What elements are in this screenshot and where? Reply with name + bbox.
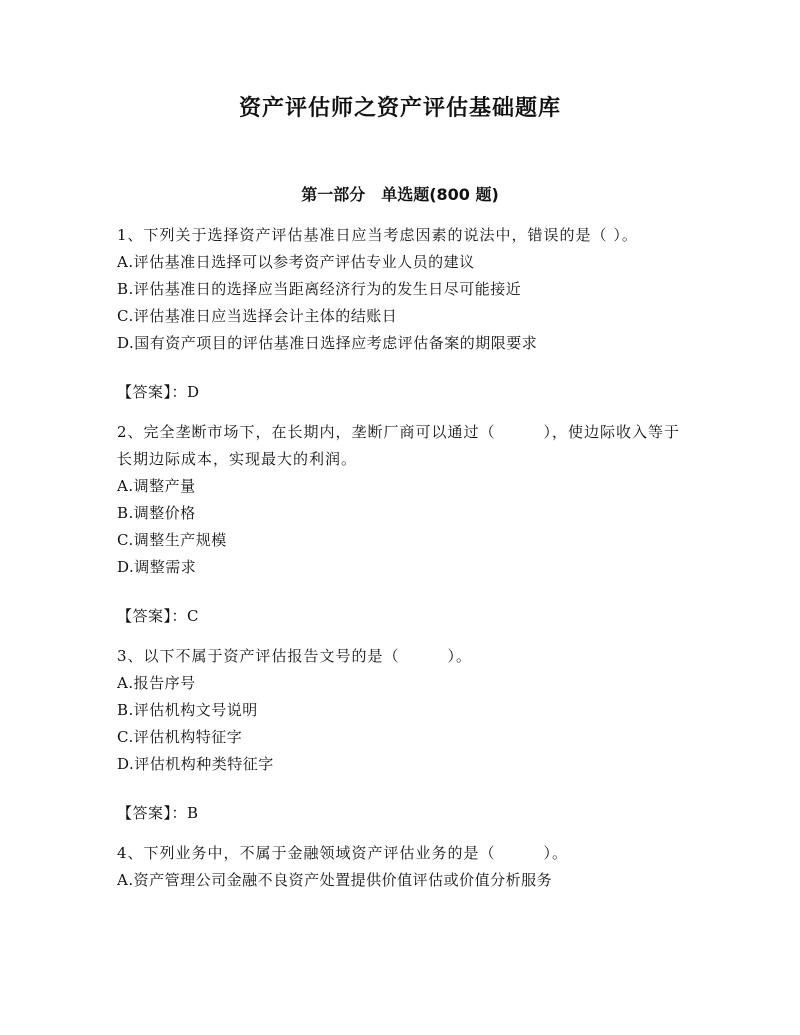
question-stem: 2、完全垄断市场下，在长期内，垄断厂商可以通过（ ），使边际收入等于长期边际成本，实现最大的利润。 (117, 423, 681, 468)
question-4 (117, 840, 687, 894)
option-d: D.调整需求 (117, 558, 197, 576)
question-3 (117, 643, 687, 827)
option-c: C.调整生产规模 (117, 531, 227, 549)
answer-label: 【答案】：C (117, 607, 199, 625)
question-stem: 4、下列业务中，不属于金融领域资产评估业务的是（ ）。 (117, 844, 569, 862)
answer-label: 【答案】：D (117, 383, 200, 401)
option-a: A.调整产量 (117, 477, 196, 495)
document-title: 资产评估师之资产评估基础题库 (238, 96, 561, 121)
question-list (117, 222, 687, 894)
option-d: D.评估机构种类特征字 (117, 755, 274, 773)
question-1 (117, 222, 687, 406)
option-b: B.评估基准日的选择应当距离经济行为的发生日尽可能接近 (117, 280, 522, 298)
section-title: 第一部分 单选题(800 题) (301, 185, 499, 204)
answer-label: 【答案】：B (117, 804, 199, 822)
option-d: D.国有资产项目的评估基准日选择应考虑评估备案的期限要求 (117, 334, 538, 352)
option-a: A.评估基准日选择可以参考资产评估专业人员的建议 (117, 253, 475, 271)
question-stem: 3、以下不属于资产评估报告文号的是（ ）。 (117, 647, 473, 665)
option-b: B.评估机构文号说明 (117, 701, 258, 719)
option-a: A.报告序号 (117, 674, 196, 692)
option-a: A.资产管理公司金融不良资产处置提供价值评估或价值分析服务 (117, 871, 553, 889)
option-c: C.评估基准日应当选择会计主体的结账日 (117, 307, 398, 325)
option-b: B.调整价格 (117, 504, 196, 522)
question-stem: 1、下列关于选择资产评估基准日应当考虑因素的说法中，错误的是（ ）。 (117, 226, 638, 244)
option-c: C.评估机构特征字 (117, 728, 243, 746)
question-2 (117, 419, 687, 630)
